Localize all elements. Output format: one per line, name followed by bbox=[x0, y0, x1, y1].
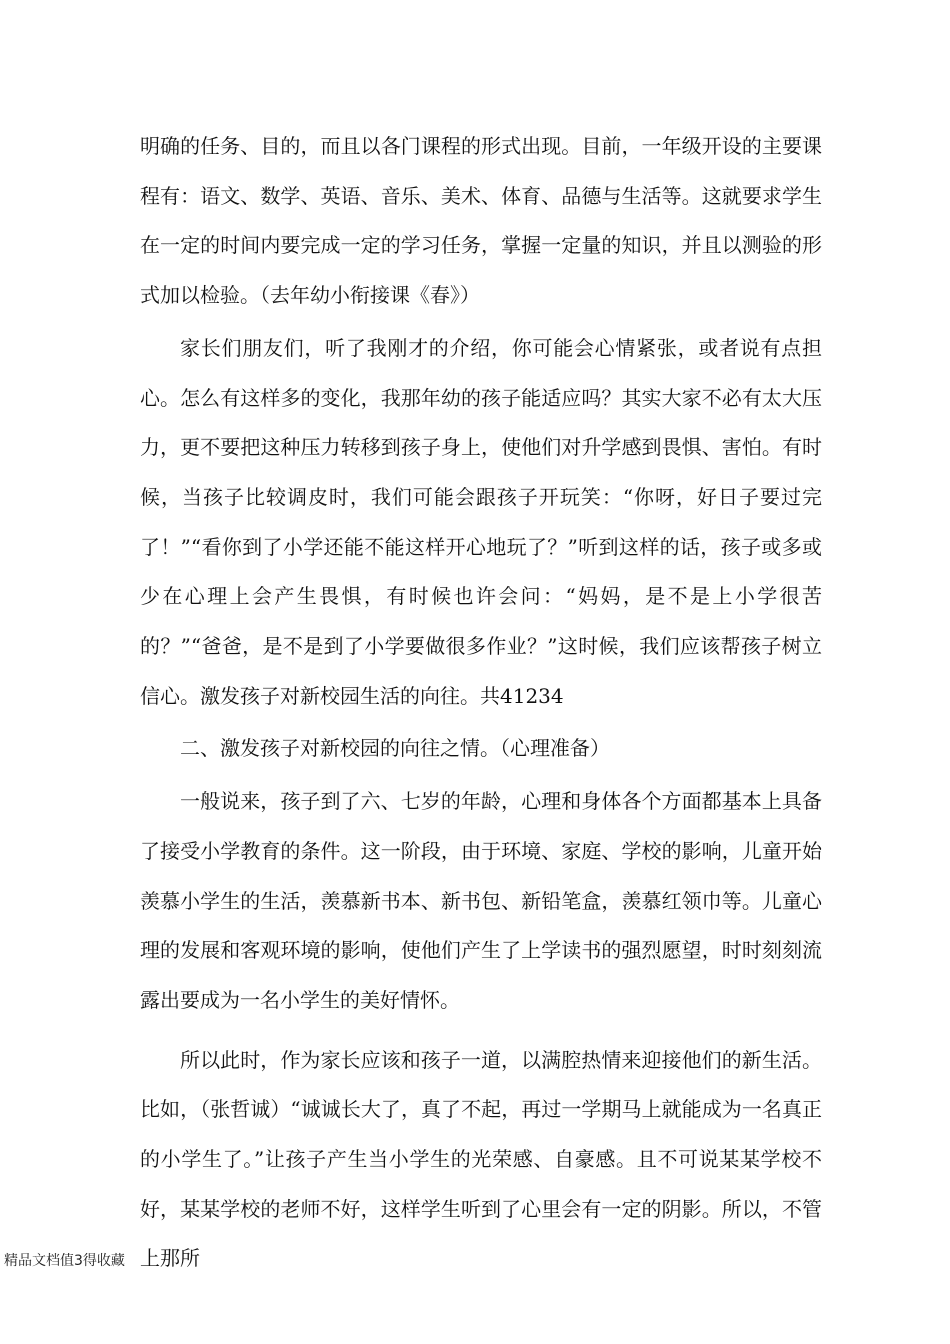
footer-watermark-text: 精品文档值3得收藏 bbox=[4, 1253, 125, 1269]
document-body bbox=[140, 122, 822, 1284]
section-heading-paragraph: 二、激发孩子对新校园的向往之情。（心理准备） bbox=[180, 736, 610, 761]
paragraph-2: 家长们朋友们，听了我刚才的介绍，你可能会心情紧张，或者说有点担心。怎么有这样多的变化，我那年幼的孩子能适应吗？其实大家不必有太大压力，更不要把这种压力转移到孩子身上，使他们对升学感到畏惧、害怕。有时候，当孩子比较调皮时，我们可能会跟孩子开玩笑：“你呀，好日子要过完了！”“看你到了小学还能不能这样开心地玩了？”听到这样的话，孩子或多或少在心理上会产生畏惧，有时候也许会问：“妈妈，是不是上小学很苦的？”“爸爸，是不是到了小学要做很多作业？”这时候，我们应该帮孩子树立信心。激发孩子对新校园生活的向往。共41234 bbox=[140, 335, 822, 708]
paragraph-1: 明确的任务、目的，而且以各门课程的形式出现。目前，一年级开设的主要课程有：语文、数学、英语、音乐、美术、体育、品德与生活等。这就要求学生在一定的时间内要完成一定的学习任务，掌握一定量的知识，并且以测验的形式加以检验。（去年幼小衔接课《春》） bbox=[140, 134, 822, 308]
paragraph-5: 所以此时，作为家长应该和孩子一道，以满腔热情来迎接他们的新生活。比如，（张哲诚）“诚诚长大了，真了不起，再过一学期马上就能成为一名真正的小学生了。”让孩子产生当小学生的光荣感、自豪感。且不可说某某学校不好，某某学校的老师不好，这样学生听到了心里会有一定的阴影。所以，不管上那所 bbox=[140, 1047, 822, 1271]
paragraph-4: 一般说来，孩子到了六、七岁的年龄，心理和身体各个方面都基本上具备了接受小学教育的条件。这一阶段，由于环境、家庭、学校的影响，儿童开始羡慕小学生的生活，羡慕新书本、新书包、新铅笔盒，羡慕红领巾等。儿童心理的发展和客观环境的影响，使他们产生了上学读书的强烈愿望，时时刻刻流露出要成为一名小学生的美好情怀。 bbox=[140, 789, 822, 1012]
